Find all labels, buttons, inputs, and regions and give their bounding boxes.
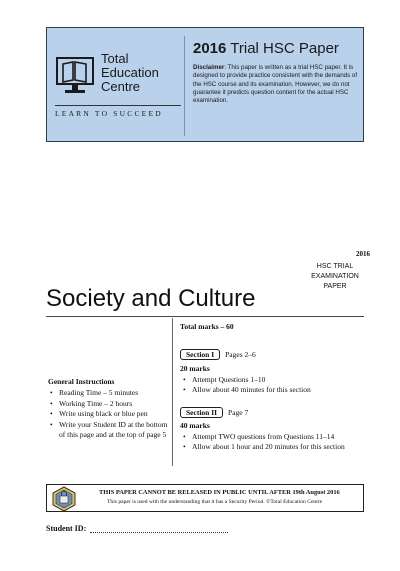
section-1-header xyxy=(180,349,256,359)
disclaimer-label: Disclaimer xyxy=(193,64,225,71)
disclaimer-text: : This paper is written as a trial HSC paper. It is designed to provide practice consistent with the demands of the HSC course and its examination. However, we do not guarantee it predicts question content for the actual HSC examination. xyxy=(193,64,358,105)
corner-line-1: HSC TRIAL xyxy=(316,263,354,270)
paper-title-text: Trial HSC Paper xyxy=(230,40,339,57)
corner-year: 2016 xyxy=(356,250,370,258)
list-item: • Attempt TWO questions from Questions 11–14 xyxy=(180,432,345,442)
subject-title: Society and Culture xyxy=(46,285,256,312)
notice-sub: This paper is used with the understanding that it has a Security Period. ©Total Education Centre xyxy=(107,499,323,505)
list-item: • Working Time – 2 hours xyxy=(48,399,172,410)
paper-year: 2016 xyxy=(193,40,227,57)
general-instructions-heading: General Instructions xyxy=(48,377,115,386)
list-item: • Reading Time – 5 minutes xyxy=(48,388,172,399)
brand-name xyxy=(101,52,159,94)
student-id-label: Student ID: xyxy=(46,524,87,533)
list-item: • Write using black or blue pen xyxy=(48,409,172,420)
header-banner xyxy=(46,27,364,142)
section-1-label: Section I xyxy=(180,349,220,360)
paper-title xyxy=(193,40,339,57)
disclaimer xyxy=(193,64,359,105)
general-instructions-list xyxy=(48,388,172,441)
banner-divider xyxy=(184,36,185,136)
release-notice xyxy=(46,484,364,512)
column-divider xyxy=(172,318,173,466)
section-1-marks: 20 marks xyxy=(180,364,210,373)
section-2-list xyxy=(180,432,345,452)
security-seal-icon xyxy=(51,486,77,512)
section-1-pages: Pages 2–6 xyxy=(225,350,256,359)
brand-line-3: Centre xyxy=(101,79,141,94)
section-2-pages: Page 7 xyxy=(228,408,249,417)
brand-logo xyxy=(55,48,183,122)
title-rule xyxy=(46,316,364,317)
section-1-list xyxy=(180,375,311,395)
section-2-marks: 40 marks xyxy=(180,421,210,430)
corner-label xyxy=(300,262,370,292)
brand-line-1: Total xyxy=(101,51,129,66)
brand-tagline: LEARN TO SUCCEED xyxy=(55,105,181,118)
student-id-field[interactable] xyxy=(90,532,228,533)
list-item: • Allow about 40 minutes for this section xyxy=(180,385,311,395)
brand-line-2: Education xyxy=(101,65,159,80)
list-item: • Write your Student ID at the bottom of this page and at the top of page 5 xyxy=(48,420,172,441)
total-marks: Total marks – 60 xyxy=(180,322,234,331)
list-item: • Attempt Questions 1–10 xyxy=(180,375,311,385)
section-2-label: Section II xyxy=(180,407,223,418)
list-item: • Allow about 1 hour and 20 minutes for this section xyxy=(180,442,345,452)
notice-main: THIS PAPER CANNOT BE RELEASED IN PUBLIC UNTIL AFTER 19th August 2016 xyxy=(99,489,340,496)
corner-line-2: EXAMINATION PAPER xyxy=(311,273,359,290)
computer-book-icon xyxy=(55,56,97,96)
section-2-header xyxy=(180,407,248,417)
